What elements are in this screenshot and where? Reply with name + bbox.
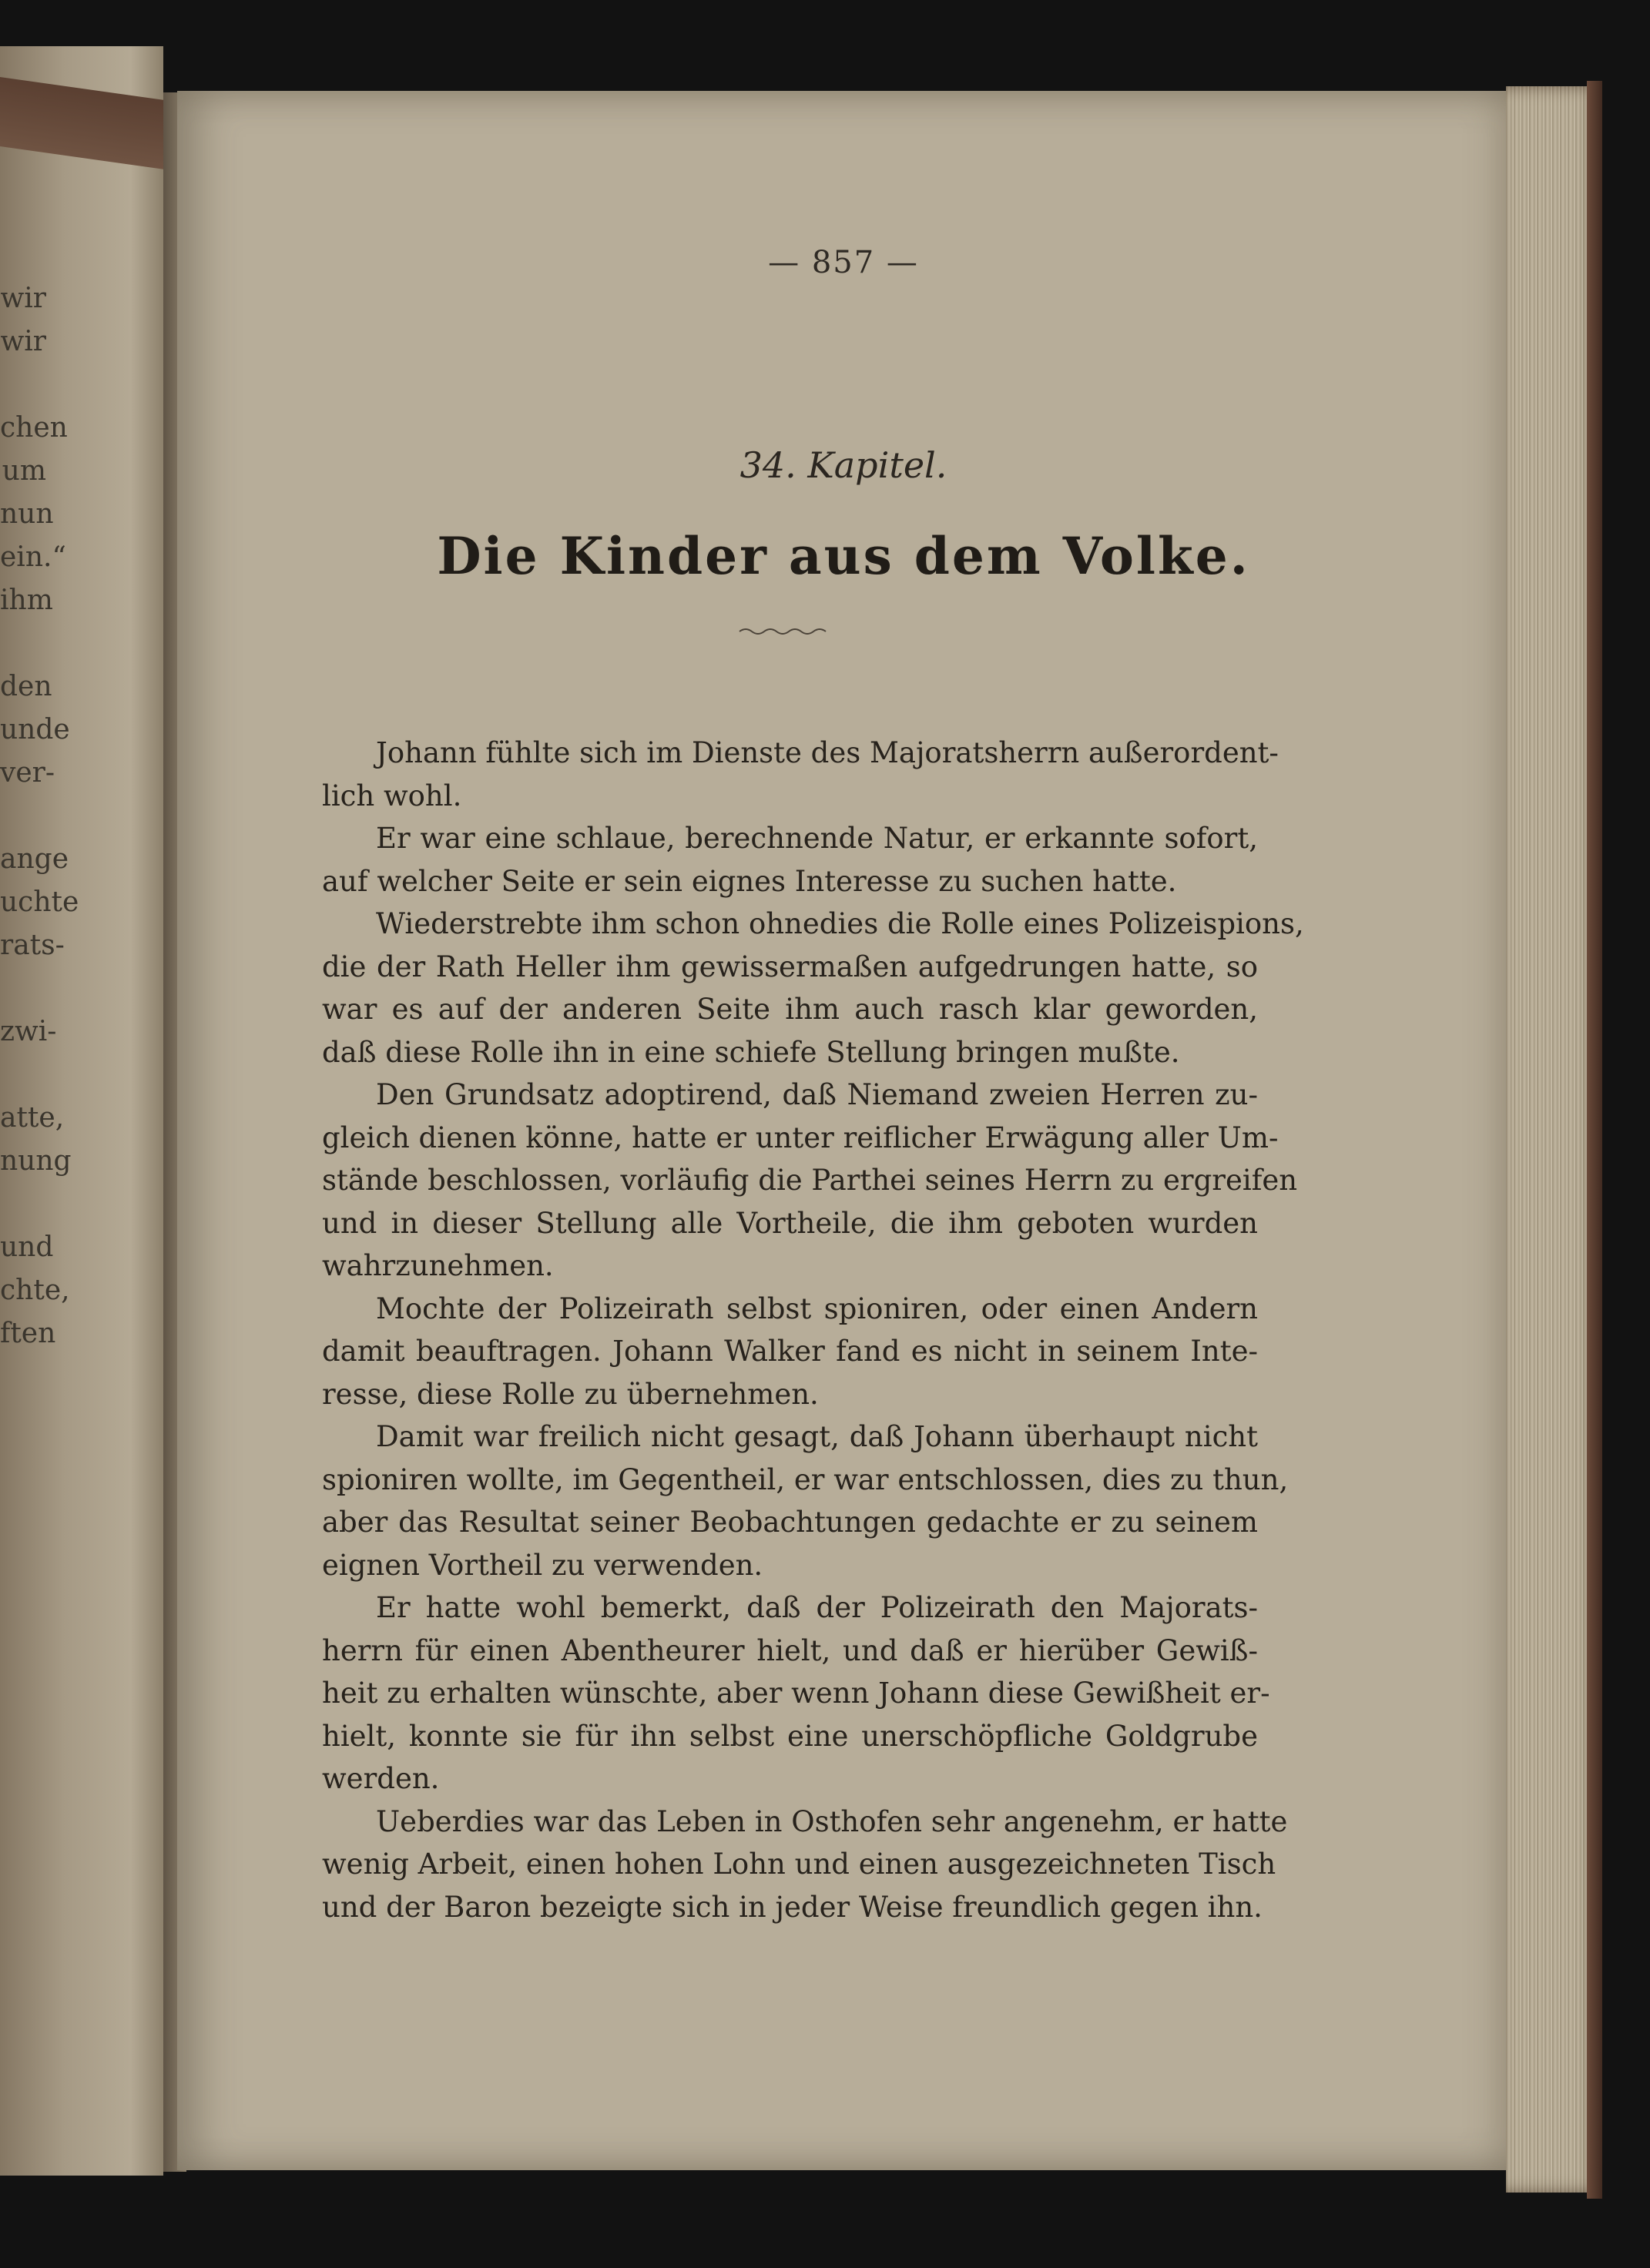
text-line: gleich dienen könne, hatte er unter reiflicher Erwägung aller Um- <box>322 1121 1279 1154</box>
text-line: und der Baron bezeigte sich in jeder Weise freundlich gegen ihn. <box>322 1890 1263 1924</box>
text-line: hielt, konnte sie für ihn selbst eine unerschöpfliche Goldgrube <box>322 1719 1258 1753</box>
left-edge-fragment: rats- <box>0 930 65 961</box>
text-line: die der Rath Heller ihm gewissermaßen aufgedrungen hatte, so <box>322 950 1258 983</box>
left-page <box>0 46 163 2176</box>
page-number: — 857 — <box>768 245 919 280</box>
text-line: damit beauftragen. Johann Walker fand es nicht in seinem Inte- <box>322 1335 1258 1368</box>
left-edge-fragment: ihm <box>0 585 53 616</box>
left-edge-fragment <box>0 795 46 838</box>
text-line: Ueberdies war das Leben in Osthofen sehr angenehm, er hatte <box>376 1804 1288 1838</box>
paragraph <box>322 903 1304 1074</box>
left-edge-fragment: und <box>0 1231 54 1263</box>
text-line: aber das Resultat seiner Beobachtungen gedachte er zu seinem <box>322 1506 1258 1539</box>
left-edge-fragment <box>0 363 46 407</box>
left-edge-fragment: ver- <box>0 757 55 789</box>
left-edge-fragment: den <box>0 671 52 702</box>
body-text <box>322 732 1304 1928</box>
left-edge-fragment: uchte <box>0 886 79 918</box>
text-line: daß diese Rolle ihn in eine schiefe Stellung bringen mußte. <box>322 1035 1180 1069</box>
paragraph <box>322 1586 1270 1801</box>
chapter-title: Die Kinder aus dem Volke. <box>437 526 1250 586</box>
text-line: spioniren wollte, im Gegentheil, er war entschlossen, dies zu thun, <box>322 1462 1289 1496</box>
paragraph <box>322 732 1279 817</box>
paragraph <box>322 1288 1258 1416</box>
text-line: Wiederstrebte ihm schon ohnedies die Rolle eines Polizeispions, <box>376 907 1304 940</box>
left-edge-fragment: nung <box>0 1145 72 1177</box>
text-line: Er war eine schlaue, berechnende Natur, er erkannte sofort, <box>376 822 1258 855</box>
left-edge-fragment: ange <box>0 843 69 875</box>
left-edge-fragment: um <box>2 455 46 487</box>
left-edge-fragment: atte, <box>0 1102 65 1134</box>
text-line: Den Grundsatz adoptirend, daß Niemand zweien Herren zu- <box>376 1078 1258 1111</box>
text-line: Damit war freilich nicht gesagt, daß Johann überhaupt nicht <box>376 1420 1258 1453</box>
left-page-edge-text <box>0 277 79 1355</box>
paragraph <box>322 1801 1288 1929</box>
text-line: herrn für einen Abentheurer hielt, und daß er hierüber Gewiß- <box>322 1633 1258 1667</box>
left-edge-fragment: unde <box>0 714 70 745</box>
text-line: lich wohl. <box>322 779 462 812</box>
left-edge-fragment <box>0 1183 46 1226</box>
left-edge-fragment: nun <box>0 498 54 530</box>
left-edge-fragment: chte, <box>0 1275 70 1306</box>
left-cover-edge <box>0 77 163 169</box>
text-line: wahrzunehmen. <box>322 1249 554 1282</box>
text-line: Johann fühlte sich im Dienste des Majoratsherrn außerordent- <box>376 736 1279 769</box>
left-edge-fragment: ften <box>0 1318 56 1349</box>
text-line: Er hatte wohl bemerkt, daß der Polizeirath den Majorats- <box>376 1591 1258 1624</box>
text-line: werden. <box>322 1762 440 1795</box>
text-line: stände beschlossen, vorläufig die Parthei seines Herrn zu ergreifen <box>322 1164 1298 1197</box>
left-edge-fragment: wir <box>0 326 46 357</box>
text-line: Mochte der Polizeirath selbst spioniren, oder einen Andern <box>376 1291 1258 1325</box>
text-line: auf welcher Seite er sein eignes Interesse zu suchen hatte. <box>322 864 1177 898</box>
text-line: eignen Vortheil zu verwenden. <box>322 1548 763 1582</box>
text-line: heit zu erhalten wünschte, aber wenn Johann diese Gewißheit er- <box>322 1677 1270 1710</box>
left-edge-fragment <box>0 1054 46 1097</box>
paragraph <box>322 1415 1289 1586</box>
left-edge-fragment <box>0 967 46 1010</box>
text-line: resse, diese Rolle zu übernehmen. <box>322 1377 819 1411</box>
left-edge-fragment: zwi- <box>0 1016 57 1047</box>
left-edge-fragment <box>0 622 46 665</box>
text-line: wenig Arbeit, einen hohen Lohn und einen ausgezeichneten Tisch <box>322 1848 1276 1881</box>
paragraph <box>322 817 1258 903</box>
left-edge-fragment: wir <box>0 283 46 314</box>
right-cover-edge <box>1587 81 1602 2199</box>
ornament-divider <box>738 625 830 638</box>
text-line: war es auf der anderen Seite ihm auch rasch klar geworden, <box>322 993 1258 1026</box>
left-edge-fragment: chen <box>0 412 68 444</box>
paragraph <box>322 1074 1298 1288</box>
chapter-label: 34. Kapitel. <box>739 444 947 486</box>
left-edge-fragment: ein.“ <box>0 541 66 573</box>
text-line: und in dieser Stellung alle Vortheile, die ihm geboten wurden <box>322 1206 1258 1240</box>
